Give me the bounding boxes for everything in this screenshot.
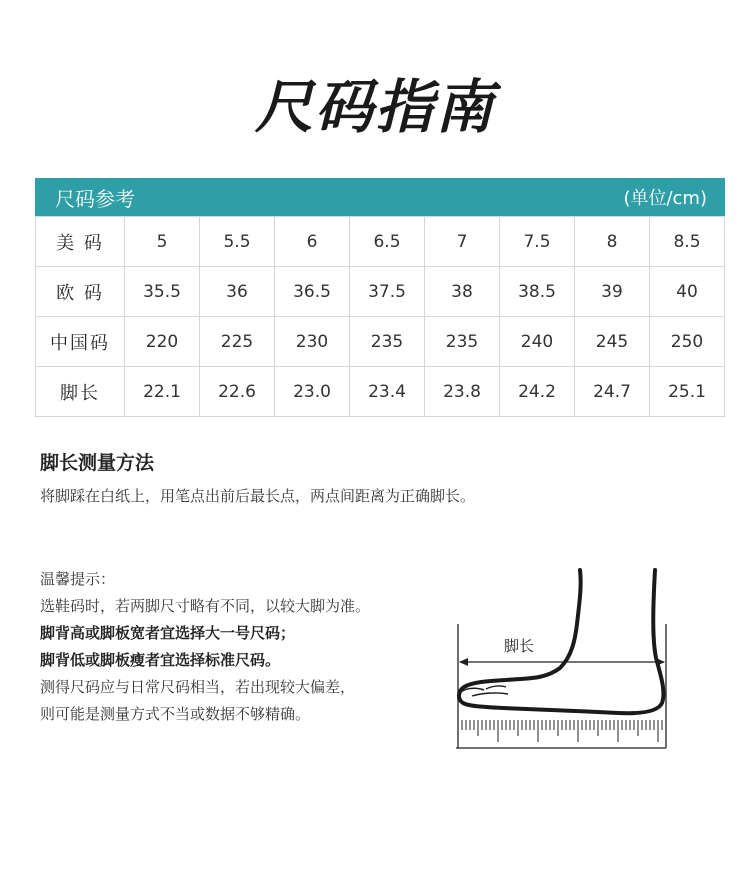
size-table-header — [35, 178, 725, 216]
size-cell: 5.5 — [200, 217, 275, 267]
size-cell: 39 — [575, 267, 650, 317]
size-cell: 40 — [650, 267, 725, 317]
size-table-row — [36, 217, 725, 267]
ruler-ticks — [458, 720, 666, 742]
size-cell: 23.8 — [425, 367, 500, 417]
size-cell: 245 — [575, 317, 650, 367]
size-table-row — [36, 317, 725, 367]
size-table-row — [36, 267, 725, 317]
size-cell: 6 — [275, 217, 350, 267]
size-cell: 38 — [425, 267, 500, 317]
size-cell: 25.1 — [650, 367, 725, 417]
size-cell: 235 — [350, 317, 425, 367]
size-table — [35, 216, 725, 417]
size-cell: 24.2 — [500, 367, 575, 417]
page-title: 尺码指南 — [254, 73, 495, 141]
tip-line: 脚背高或脚板宽者宜选择大一号尺码； — [40, 624, 296, 642]
size-cell: 230 — [275, 317, 350, 367]
tip-line: 选鞋码时，若两脚尺寸略有不同，以较大脚为准。 — [40, 597, 371, 615]
size-cell: 225 — [200, 317, 275, 367]
size-cell: 22.6 — [200, 367, 275, 417]
size-cell: 24.7 — [575, 367, 650, 417]
size-cell: 240 — [500, 317, 575, 367]
row-label: 欧 码 — [36, 267, 125, 317]
toe-line — [486, 686, 506, 689]
size-table-title: 尺码参考 — [55, 186, 135, 211]
size-cell: 250 — [650, 317, 725, 367]
size-cell: 22.1 — [125, 367, 200, 417]
foot-measurement-illustration — [448, 566, 678, 756]
size-cell: 23.4 — [350, 367, 425, 417]
size-cell: 8.5 — [650, 217, 725, 267]
arrow-left-head — [459, 658, 468, 666]
tip-line: 则可能是测量方式不当或数据不够精确。 — [40, 705, 311, 723]
size-cell: 235 — [425, 317, 500, 367]
tip-line: 测得尺码应与日常尺码相当，若出现较大偏差， — [40, 678, 356, 696]
size-cell: 35.5 — [125, 267, 200, 317]
size-cell: 36 — [200, 267, 275, 317]
foot-length-label: 脚长 — [504, 637, 535, 655]
size-table-row — [36, 367, 725, 417]
measure-text: 将脚踩在白纸上，用笔点出前后最长点，两点间距离为正确脚长。 — [40, 487, 476, 505]
row-label: 美 码 — [36, 217, 125, 267]
size-cell: 8 — [575, 217, 650, 267]
size-cell: 220 — [125, 317, 200, 367]
row-label: 脚长 — [36, 367, 125, 417]
size-table-unit: (单位/cm) — [623, 188, 707, 209]
tip-line: 脚背低或脚板瘦者宜选择标准尺码。 — [40, 651, 281, 669]
size-cell: 5 — [125, 217, 200, 267]
size-cell: 23.0 — [275, 367, 350, 417]
foot-outline — [459, 570, 663, 713]
tips-heading: 温馨提示： — [40, 570, 116, 588]
size-cell: 7 — [425, 217, 500, 267]
size-cell: 7.5 — [500, 217, 575, 267]
size-cell: 6.5 — [350, 217, 425, 267]
size-cell: 36.5 — [275, 267, 350, 317]
measure-title: 脚长测量方法 — [40, 452, 155, 474]
row-label: 中国码 — [36, 317, 125, 367]
toe-line — [472, 693, 508, 696]
size-cell: 37.5 — [350, 267, 425, 317]
size-cell: 38.5 — [500, 267, 575, 317]
tips-block — [40, 566, 440, 728]
